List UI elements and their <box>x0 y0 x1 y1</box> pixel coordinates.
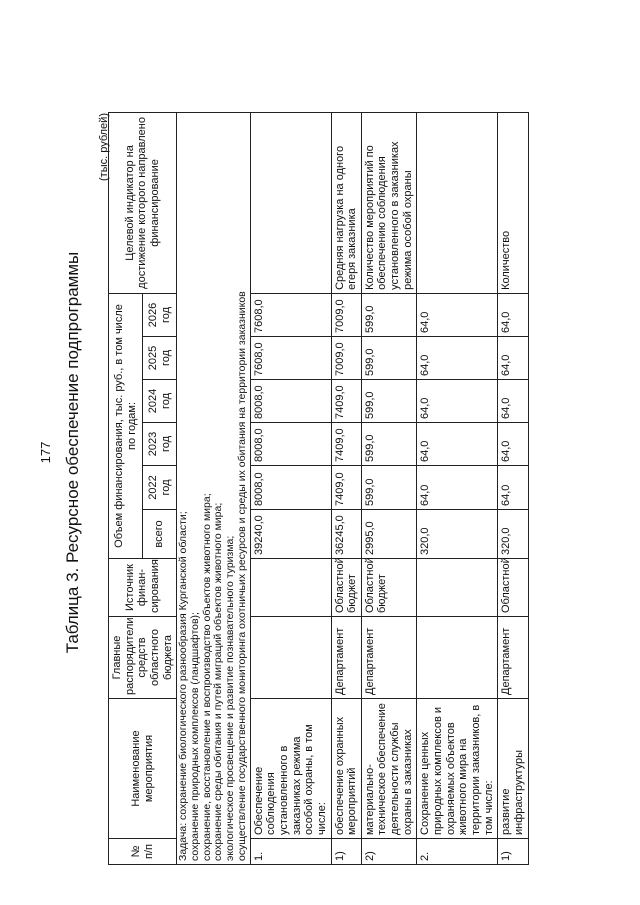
task-line: экологическое просвещение и развитие познавательного туризма; <box>224 535 237 861</box>
header-volume: Объем финансирования, тыс. руб., в том числе по годам: <box>109 293 143 558</box>
row-name: обеспечение охранных мероприятий <box>331 699 361 839</box>
row-2025: 64,0 <box>417 337 498 380</box>
row-total: 36245,0 <box>331 510 361 559</box>
row-2023: 8008,0 <box>250 423 331 466</box>
row-2022: 64,0 <box>498 466 528 510</box>
row-num: 1) <box>498 839 528 865</box>
row-total: 39240,0 <box>250 510 331 559</box>
row-name: Сохранение ценных природных комплексов и охраняемых объектов животного мира на территории заказников, в том числе: <box>417 699 498 839</box>
row-num: 1. <box>250 839 331 865</box>
header-name: Наименование мероприятия <box>109 699 177 839</box>
row-total: 2995,0 <box>361 510 417 559</box>
row-2023: 599,0 <box>361 423 417 466</box>
task-row <box>177 112 251 864</box>
row-2025: 7009,0 <box>331 337 361 380</box>
header-target: Целевой индикатор на достижение которого направлено финансирование <box>109 112 177 293</box>
header-2025: 2025 год <box>143 337 177 380</box>
header-num: № п/п <box>109 839 177 865</box>
table-row <box>417 112 498 864</box>
row-target: Количество мероприятий по обеспечению соблюдения установленного в заказниках режима особой охраны <box>361 112 417 293</box>
task-line: сохранение среды обитания и путей миграций объектов животного мира; <box>212 502 225 861</box>
row-2024: 599,0 <box>361 380 417 423</box>
header-source: Источник финан-сирования <box>109 559 177 617</box>
table-row <box>361 112 417 864</box>
row-2026: 7608,0 <box>250 293 331 336</box>
row-target <box>417 112 498 293</box>
row-2026: 7009,0 <box>331 293 361 336</box>
row-manager: Департамент <box>361 617 417 699</box>
row-num: 2) <box>361 839 417 865</box>
row-name: материально-техническое обеспечение деятельности службы охраны в заказниках <box>361 699 417 839</box>
row-num: 2. <box>417 839 498 865</box>
row-2025: 599,0 <box>361 337 417 380</box>
row-name: Обеспечение соблюдения установленного в заказниках режима особой охраны, в том числе: <box>250 699 331 839</box>
row-2024: 7409,0 <box>331 380 361 423</box>
task-line: сохранение природных комплексов (ландшафтов); <box>188 612 201 861</box>
row-2022: 7409,0 <box>331 466 361 510</box>
row-2024: 64,0 <box>498 380 528 423</box>
row-2025: 64,0 <box>498 337 528 380</box>
row-2022: 64,0 <box>417 466 498 510</box>
row-target: Средняя нагрузка на одного егеря заказника <box>331 112 361 293</box>
row-source <box>250 559 331 617</box>
header-total: всего <box>143 510 177 559</box>
row-manager <box>250 617 331 699</box>
table-row <box>250 112 331 864</box>
row-2024: 64,0 <box>417 380 498 423</box>
task-line: Задача: сохранение биологического разнообразия Курганской области; <box>177 511 190 861</box>
row-total: 320,0 <box>498 510 528 559</box>
row-2024: 8008,0 <box>250 380 331 423</box>
table-row <box>331 112 361 864</box>
row-2026: 64,0 <box>498 293 528 336</box>
units-note: (тыс. рублей) <box>98 113 110 181</box>
row-name: развитие инфраструктуры <box>498 699 528 839</box>
row-manager: Департамент <box>498 617 528 699</box>
row-2023: 64,0 <box>417 423 498 466</box>
row-2023: 64,0 <box>498 423 528 466</box>
row-manager <box>417 617 498 699</box>
task-line: осуществление государственного мониторинга охотничьих ресурсов и среды их обитания на территории заказников <box>235 291 248 861</box>
row-2025: 7608,0 <box>250 337 331 380</box>
row-manager: Департамент <box>331 617 361 699</box>
row-2026: 599,0 <box>361 293 417 336</box>
resource-table <box>108 112 529 865</box>
header-2024: 2024 год <box>143 380 177 423</box>
header-2026: 2026 год <box>143 293 177 336</box>
row-2022: 8008,0 <box>250 466 331 510</box>
row-target <box>250 112 331 293</box>
row-2022: 599,0 <box>361 466 417 510</box>
table-title: Таблица 3. Ресурсное обеспечение подпрограммы <box>63 251 82 654</box>
header-2022: 2022 год <box>143 466 177 510</box>
row-2023: 7409,0 <box>331 423 361 466</box>
task-line: сохранение, восстановление и воспроизводство объектов животного мира; <box>200 493 213 861</box>
row-source: Областной <box>498 559 528 617</box>
row-2026: 64,0 <box>417 293 498 336</box>
header-manager: Главные распорядители средств областного бюджета <box>109 617 177 699</box>
table-row <box>498 112 528 864</box>
row-total: 320,0 <box>417 510 498 559</box>
row-target: Количество <box>498 112 528 293</box>
row-source: Областной бюджет <box>331 559 361 617</box>
task-cell <box>177 112 251 864</box>
row-source <box>417 559 498 617</box>
header-2023: 2023 год <box>143 423 177 466</box>
row-num: 1) <box>331 839 361 865</box>
page-number: 177 <box>38 441 53 464</box>
row-source: Областной бюджет <box>361 559 417 617</box>
